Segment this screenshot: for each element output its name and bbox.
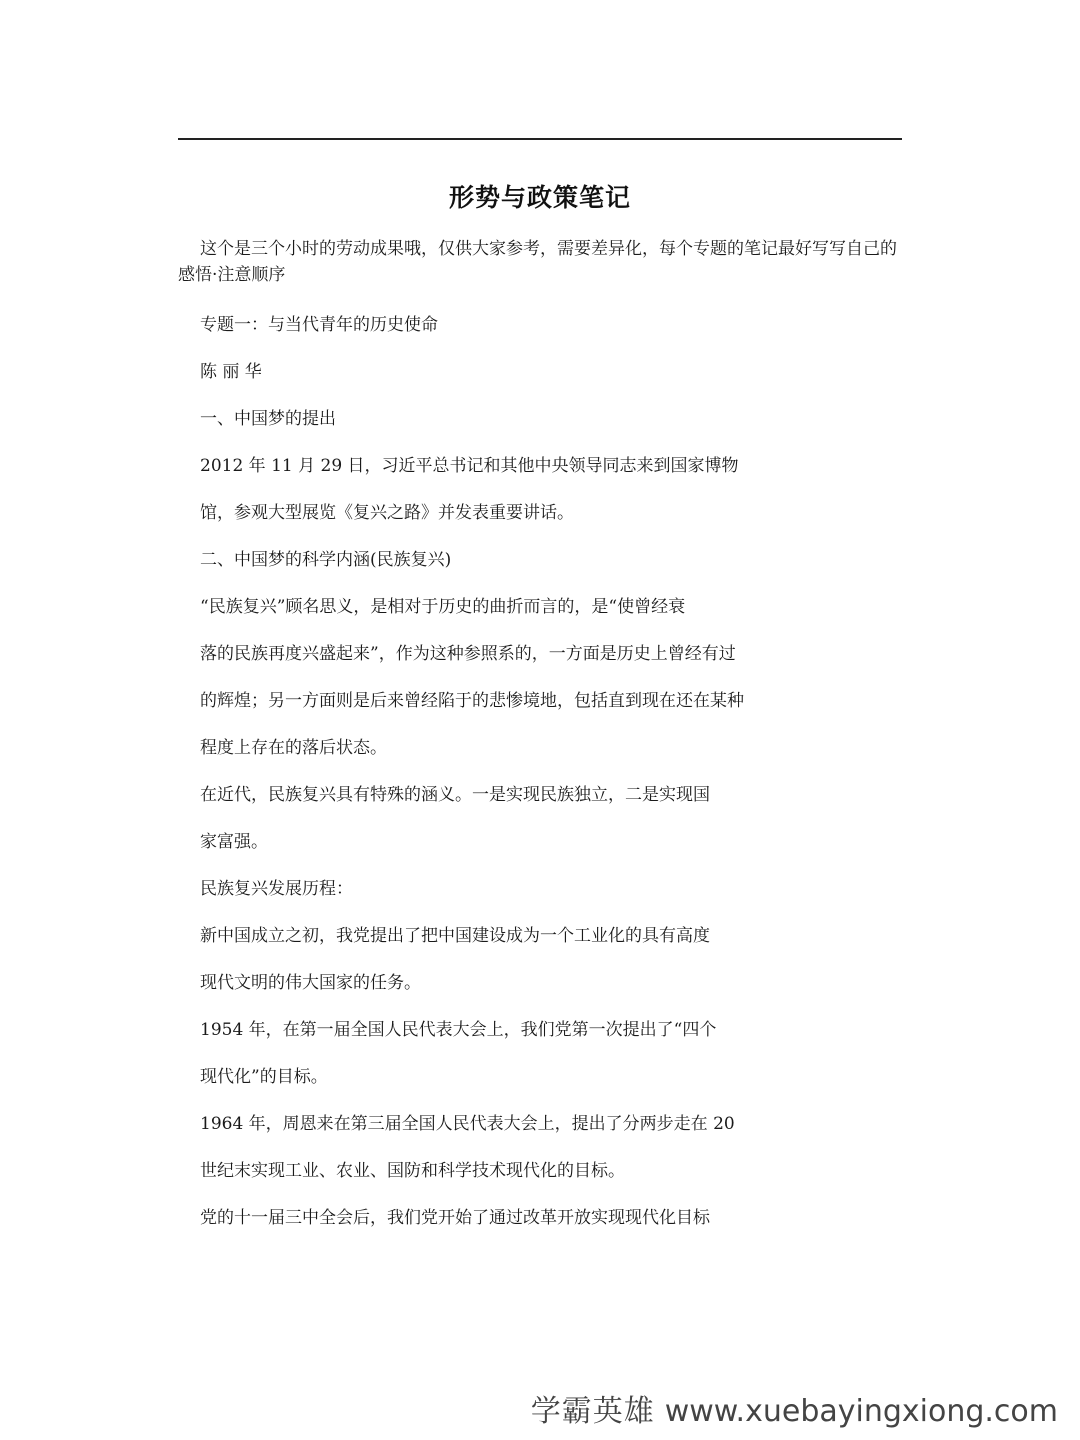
body-line: 程度上存在的落后状态。: [200, 738, 387, 758]
section-heading: 二、中国梦的科学内涵(民族复兴): [200, 550, 452, 570]
body-line: 的辉煌；另一方面则是后来曾经陷于的悲惨境地，包括直到现在还在某种: [200, 691, 744, 711]
body-line: 党的十一届三中全会后，我们党开始了通过改革开放实现现代化目标: [200, 1208, 710, 1228]
body-line: 2012 年 11 月 29 日，习近平总书记和其他中央领导同志来到国家博物: [200, 456, 739, 476]
body-line: 世纪末实现工业、农业、国防和科学技术现代化的目标。: [200, 1161, 625, 1181]
body-line: 在近代，民族复兴具有特殊的涵义。一是实现民族独立，二是实现国: [200, 785, 710, 805]
body-line: 1964 年，周恩来在第三届全国人民代表大会上，提出了分两步走在 20: [200, 1114, 735, 1134]
body-line: 落的民族再度兴盛起来”，作为这种参照系的，一方面是历史上曾经有过: [200, 644, 736, 664]
site-watermark: [531, 1386, 1058, 1430]
watermark-url: www.xuebayingxiong.com: [664, 1394, 1058, 1429]
page-title: 形势与政策笔记: [448, 183, 631, 212]
body-line: 现代文明的伟大国家的任务。: [200, 973, 421, 993]
body-line: 1954 年，在第一届全国人民代表大会上，我们党第一次提出了“四个: [200, 1020, 717, 1040]
body-line: 新中国成立之初，我党提出了把中国建设成为一个工业化的具有高度: [200, 926, 710, 946]
body-line: 现代化”的目标。: [200, 1067, 328, 1087]
body-line: 民族复兴发展历程：: [200, 879, 353, 899]
topic-heading: 专题一：与当代青年的历史使命: [200, 315, 438, 335]
intro-paragraph: 这个是三个小时的劳动成果哦，仅供大家参考，需要差异化，每个专题的笔记最好写写自己的感悟·注意顺序: [178, 239, 897, 285]
body-line: 馆，参观大型展览《复兴之路》并发表重要讲话。: [200, 503, 574, 523]
body-line: “民族复兴”顾名思义，是相对于历史的曲折而言的，是“使曾经衰: [200, 597, 686, 617]
body-line: 家富强。: [200, 832, 268, 852]
header-rule: [178, 138, 902, 140]
section-heading: 一、中国梦的提出: [200, 409, 336, 429]
author-name: 陈 丽 华: [200, 362, 262, 382]
watermark-site-name: 学霸英雄: [530, 1394, 655, 1429]
